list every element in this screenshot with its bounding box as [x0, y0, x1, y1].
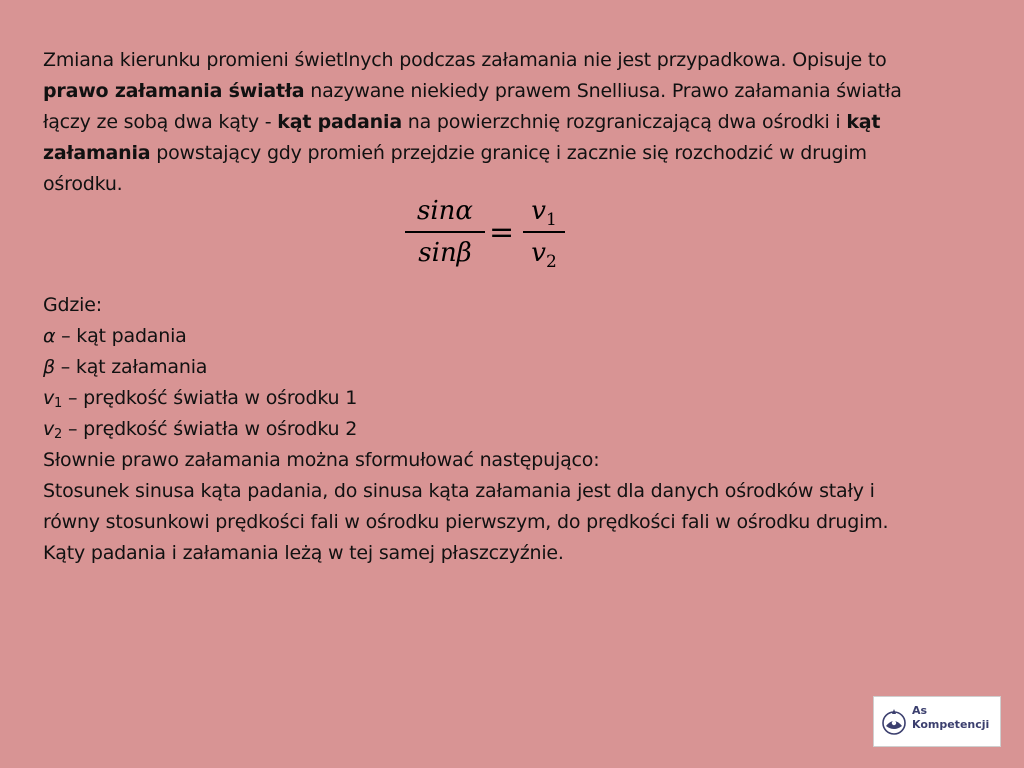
- definition-beta: β – kąt załamania: [43, 356, 208, 378]
- intro-line-4: załamania powstający gdy promień przejdzie granicę i zacznie się rozchodzić w drugim: [43, 142, 867, 164]
- academic-emblem-icon: [880, 706, 908, 738]
- formula-sin-beta: sinβ: [418, 238, 472, 268]
- as-kompetencji-logo: [873, 696, 1001, 747]
- velocity-ratio-fraction: [523, 193, 565, 271]
- formula-v2: $v_2$: [531, 238, 557, 272]
- intro-line-5: ośrodku.: [43, 173, 123, 195]
- definitions-heading: Gdzie:: [43, 294, 102, 316]
- definitions-block: [43, 290, 993, 569]
- fraction-bar: [523, 231, 565, 233]
- law-statement-line-3: Kąty padania i załamania leżą w tej samej płaszczyźnie.: [43, 542, 564, 564]
- intro-line-3: łączy ze sobą dwa kąty - kąt padania na powierzchnię rozgraniczającą dwa ośrodki i kąt: [43, 111, 881, 133]
- intro-line-1: Zmiana kierunku promieni świetlnych podczas załamania nie jest przypadkowa. Opisuje to: [43, 49, 887, 71]
- snell-formula: [405, 193, 565, 283]
- definition-v1: $v_1$ – prędkość światła w ośrodku 1: [43, 387, 358, 411]
- formula-sin-alpha: sinα: [417, 196, 473, 226]
- intro-paragraph: [43, 45, 993, 200]
- law-statement-line-1: Stosunek sinusa kąta padania, do sinusa kąta załamania jest dla danych ośrodków stały i: [43, 480, 875, 502]
- incidence-angle-term: kąt padania: [277, 111, 402, 133]
- formula-equals: =: [489, 215, 515, 250]
- logo-text: As Kompetencji: [912, 704, 990, 731]
- definition-alpha: α – kąt padania: [43, 325, 187, 347]
- law-statement-line-2: równy stosunkowi prędkości fali w ośrodku pierwszym, do prędkości fali w ośrodku drugim.: [43, 511, 889, 533]
- definition-v2: $v_2$ – prędkość światła w ośrodku 2: [43, 418, 358, 442]
- intro-line-2: prawo załamania światła nazywane niekiedy prawem Snelliusa. Prawo załamania światła: [43, 80, 902, 102]
- formula-v1: $v_1$: [531, 196, 557, 230]
- verbal-law-intro: Słownie prawo załamania można sformułować następująco:: [43, 449, 600, 471]
- law-name: prawo załamania światła: [43, 80, 305, 102]
- sine-ratio-fraction: [405, 193, 485, 271]
- refraction-angle-term: załamania: [43, 142, 151, 164]
- fraction-bar: [405, 231, 485, 233]
